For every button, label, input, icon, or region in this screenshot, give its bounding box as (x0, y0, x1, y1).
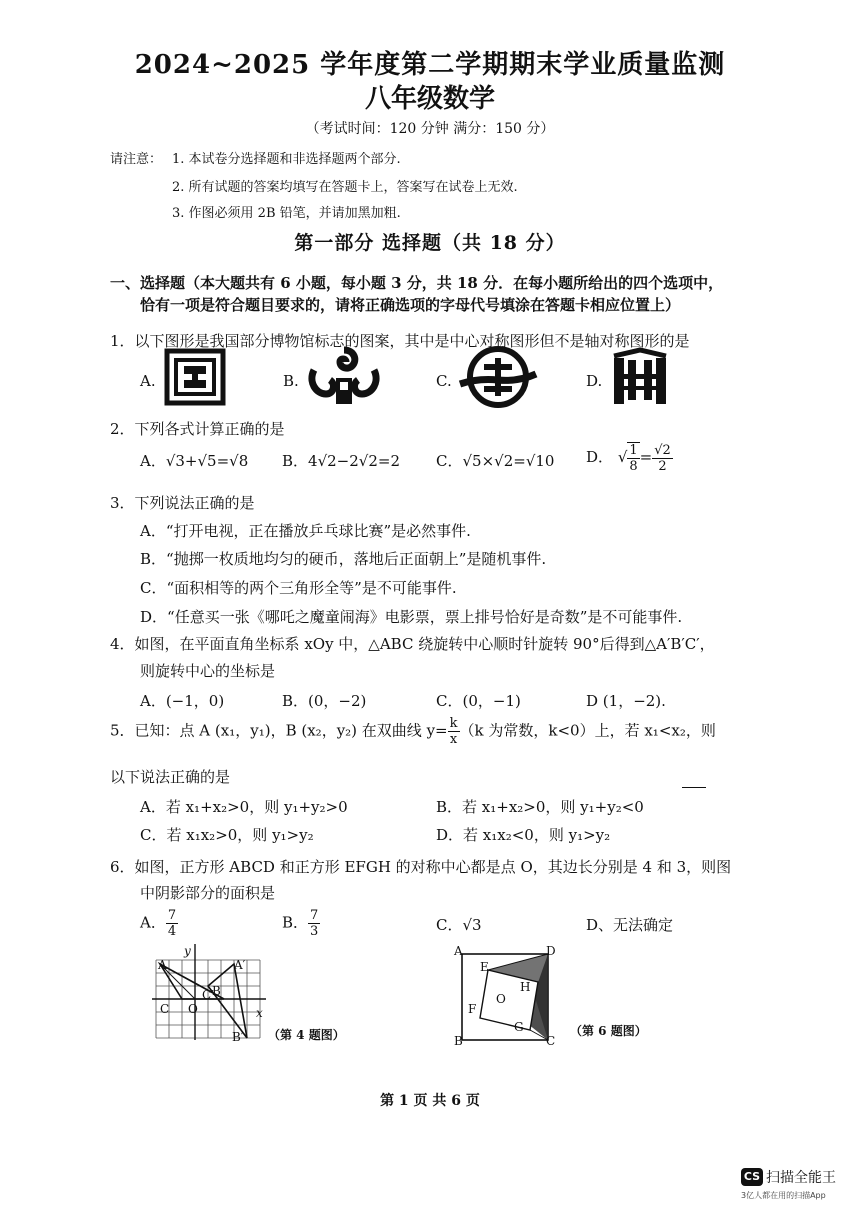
notice-item-1: 1. 本试卷分选择题和非选择题两个部分. (172, 152, 401, 167)
q1-label-a: A. (140, 372, 156, 390)
q2-option-d-label: D． (586, 448, 614, 466)
notice-item-3: 3. 作图必须用 2B 铅笔，并请加黑加粗. (172, 206, 401, 221)
exam-title: 2024~2025 学年度第二学期期末学业质量监测 (134, 50, 726, 80)
notice-item-2: 2. 所有试题的答案均填写在答题卡上，答案写在试卷上无效. (172, 180, 518, 195)
fig4-label-o: O (188, 1002, 198, 1016)
scanner-app-name: 扫描全能王 (766, 1169, 836, 1186)
q4-stem-1: 4．如图，在平面直角坐标系 xOy 中，△ABC 绕旋转中心顺时针旋转 90°后得到△A′B′C′， (110, 635, 715, 653)
q2-option-c: C．√5×√2=√10 (436, 452, 555, 470)
fig4-label-c: C (160, 1002, 170, 1016)
stray-mark (682, 787, 706, 788)
q1-label-d: D. (586, 372, 603, 390)
q1-label-b: B. (283, 372, 299, 390)
q2-stem: 2．下列各式计算正确的是 (110, 420, 285, 438)
fig4-label-x: x (256, 1006, 263, 1020)
fig6-caption: （第 6 题图） (570, 1024, 647, 1038)
q6-option-b: B． $\frac{7}{3}$ (282, 908, 319, 939)
section-instruction-1: 一、选择题（本大题共有 6 小题，每小题 3 分，共 18 分．在每小题所给出的四个选项中， (110, 274, 724, 292)
q2-option-b: B．4√2−2√2=2 (282, 452, 400, 470)
q4-option-c: C．(0，−1) (436, 692, 521, 710)
fig4-caption: （第 4 题图） (268, 1028, 345, 1042)
museum-logo-b (306, 346, 382, 408)
section-title: 第一部分 选择题（共 18 分） (294, 232, 566, 254)
page-number: 第 1 页 共 6 页 (380, 1093, 480, 1109)
museum-logo-c (458, 344, 538, 410)
q1-label-c: C. (436, 372, 452, 390)
q5-stem-2: 以下说法正确的是 (110, 768, 231, 786)
q3-option-a: A．“打开电视，正在播放乒乓球比赛”是必然事件. (140, 522, 471, 540)
q2-option-d: D． √ $\frac{1}{8}$ = $\frac{√2}{2}$ (586, 442, 671, 474)
fig6-label-e: E (480, 960, 489, 974)
notice-label: 请注意： (110, 152, 163, 167)
q6-stem-1: 6．如图，正方形 ABCD 和正方形 EFGH 的对称中心都是点 O，其边长分别是 4 和 3，则图 (110, 858, 732, 876)
fig6-label-d: D (546, 944, 556, 958)
q4-option-a: A．(−1，0) (140, 692, 225, 710)
q4-stem-2: 则旋转中心的坐标是 (140, 662, 276, 680)
q1-stem: 1．以下图形是我国部分博物馆标志的图案，其中是中心对称图形但不是轴对称图形的是 (110, 332, 690, 350)
fig6-label-o: O (496, 992, 506, 1006)
exam-info: （考试时间：120 分钟 满分：150 分） (305, 121, 555, 137)
q2-option-a: A．√3+√5=√8 (140, 452, 249, 470)
fig6-label-a: A (454, 944, 463, 958)
scanner-watermark (741, 1166, 836, 1201)
q5-option-c: C．若 x₁x₂>0，则 y₁>y₂ (140, 826, 314, 844)
fig6-label-g: G (514, 1020, 524, 1034)
q4-option-d: D (1，−2). (586, 692, 666, 710)
q4-option-b: B．(0，−2) (282, 692, 367, 710)
q3-option-d: D．“任意买一张《哪吒之魔童闹海》电影票，票上排号恰好是奇数”是不可能事件. (140, 608, 683, 626)
museum-logo-a (164, 348, 226, 406)
fig6-label-h: H (520, 980, 531, 994)
fig4-label-y: y (184, 944, 191, 958)
figure-6-squares (456, 948, 556, 1044)
q5-stem-1: 5．已知：点 A (x₁，y₁)，B (x₂，y₂) 在双曲线 y= $\frac{k}{x}$ （k 为常数，k<0）上，若 x₁<x₂，则 (110, 716, 716, 747)
q3-option-b: B．“抛掷一枚质地均匀的硬币，落地后正面朝上”是随机事件. (140, 550, 547, 568)
fig4-label-a: A (158, 958, 167, 972)
q6-stem-2: 中阴影部分的面积是 (140, 884, 276, 902)
fig6-label-b: B (454, 1034, 463, 1048)
section-instruction-2: 恰有一项是符合题目要求的，请将正确选项的字母代号填涂在答题卡相应位置上） (140, 296, 681, 314)
q5-option-d: D．若 x₁x₂<0，则 y₁>y₂ (436, 826, 611, 844)
q5-option-b: B．若 x₁+x₂>0，则 y₁+y₂<0 (436, 798, 644, 816)
exam-subject: 八年级数学 (364, 84, 495, 114)
fig6-label-f: F (468, 1002, 477, 1016)
scanner-logo-icon: CS (741, 1168, 763, 1186)
fig4-label-b: B (212, 984, 221, 998)
fig4-label-c-prime: C′ (202, 988, 214, 1002)
q6-option-c: C．√3 (436, 916, 482, 934)
scanner-tagline: 3亿人都在用的扫描App (741, 1190, 826, 1200)
fig4-label-a-prime: A′ (234, 958, 246, 972)
fig6-label-c: C (546, 1034, 556, 1048)
fig4-label-b-prime: B′ (232, 1030, 244, 1044)
q6-option-d: D、无法确定 (586, 916, 674, 934)
q3-stem: 3．下列说法正确的是 (110, 494, 255, 512)
museum-logo-d (610, 346, 670, 408)
q5-option-a: A．若 x₁+x₂>0，则 y₁+y₂>0 (140, 798, 348, 816)
q6-option-a: A． $\frac{7}{4}$ (140, 908, 177, 939)
q3-option-c: C．“面积相等的两个三角形全等”是不可能事件. (140, 579, 457, 597)
